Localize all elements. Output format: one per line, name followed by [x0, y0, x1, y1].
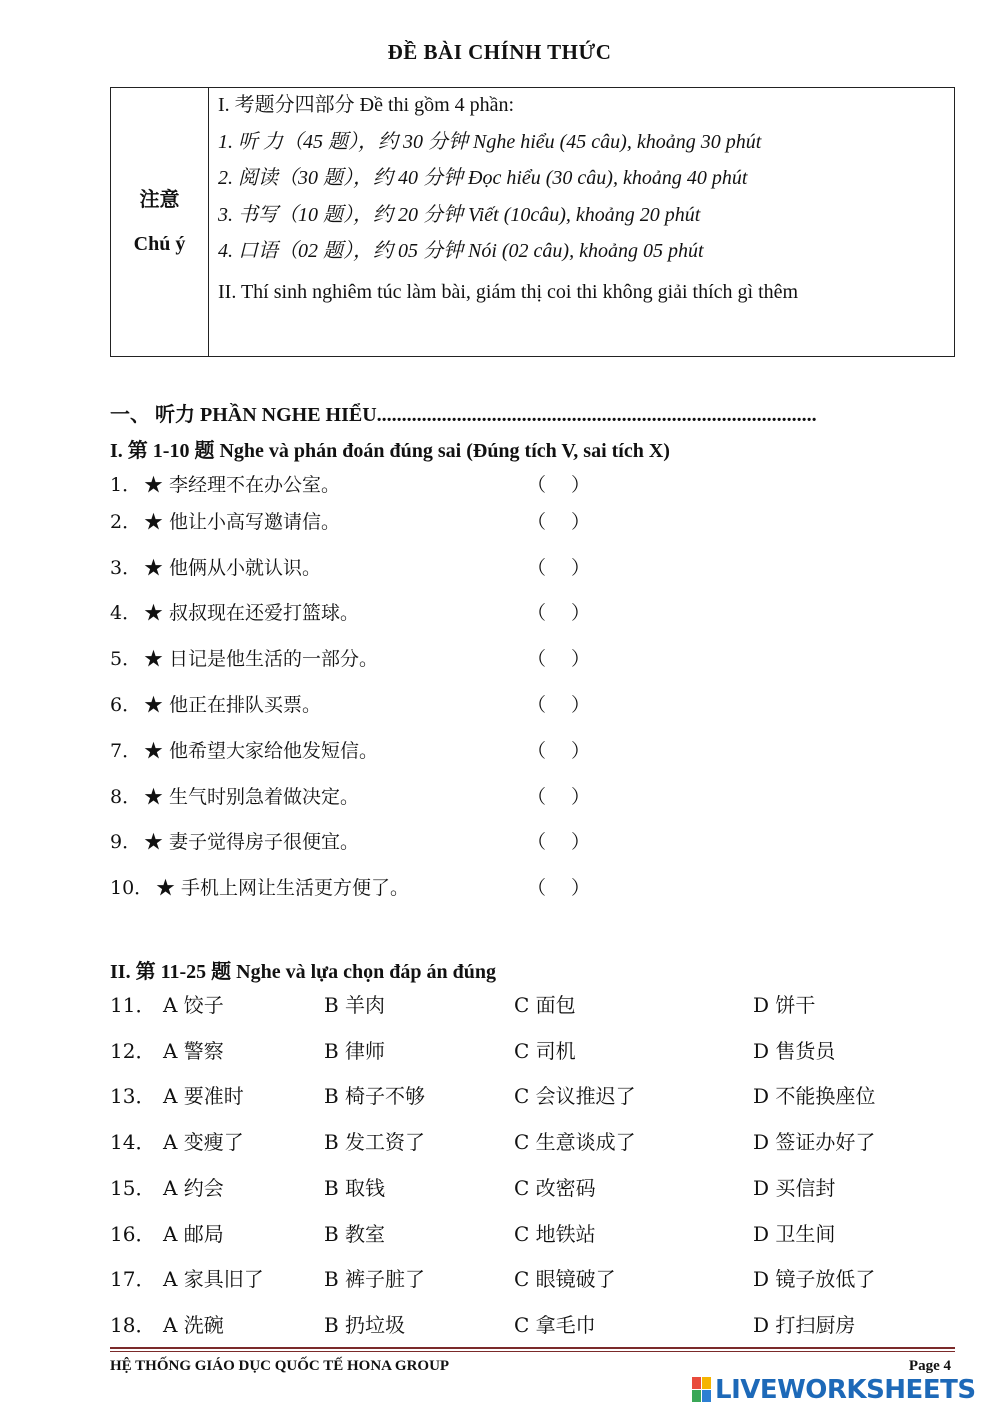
tf-question — [110, 507, 710, 537]
option-d[interactable]: D 打扫厨房 — [753, 1313, 856, 1337]
option-d[interactable]: D 不能换座位 — [753, 1084, 876, 1108]
option-b[interactable]: B 椅子不够 — [324, 1084, 426, 1108]
tf-question — [110, 873, 710, 903]
notice-label-vi: Chú ý — [133, 233, 186, 255]
option-b[interactable]: B 发工资了 — [324, 1130, 426, 1154]
question-text: ★ 妻子觉得房子很便宜。 — [144, 831, 360, 853]
answer-blank[interactable]: （ ） — [527, 831, 591, 853]
question-number: 9． — [110, 831, 142, 853]
answer-blank[interactable]: （ ） — [527, 877, 591, 899]
option-a[interactable]: A 洗碗 — [163, 1313, 224, 1337]
mc-question — [110, 1080, 910, 1110]
option-c[interactable]: C 生意谈成了 — [514, 1130, 636, 1154]
question-number: 6． — [110, 694, 142, 716]
option-c[interactable]: C 地铁站 — [514, 1222, 596, 1246]
option-a[interactable]: A 饺子 — [163, 993, 224, 1017]
part1-title: I. 第 1-10 题 Nghe và phán đoán đúng sai (Đúng tích V, sai tích X) — [110, 440, 670, 462]
notice-line-rule: II. Thí sinh nghiêm túc làm bài, giám thị coi thi không giải thích gì thêm — [218, 280, 799, 303]
option-a[interactable]: A 变瘦了 — [163, 1130, 244, 1154]
answer-blank[interactable]: （ ） — [527, 694, 591, 716]
mc-question — [110, 1309, 910, 1339]
liveworksheets-logo[interactable] — [692, 1374, 992, 1406]
notice-item: 2. 阅读（30 题），约 40 分钟 Đọc hiểu (30 câu), khoảng 40 phút — [218, 167, 748, 189]
question-text: ★ 他让小高写邀请信。 — [144, 511, 341, 533]
option-c[interactable]: C 会议推迟了 — [514, 1084, 636, 1108]
question-text: ★ 手机上网让生活更方便了。 — [156, 877, 410, 899]
notice-item: 1. 听 力（45 题），约 30 分钟 Nghe hiểu (45 câu), khoảng 30 phút — [218, 130, 762, 153]
option-a[interactable]: A 邮局 — [163, 1222, 224, 1246]
tf-question — [110, 553, 710, 583]
mc-question — [110, 1218, 910, 1248]
footer-org: HỆ THỐNG GIÁO DỤC QUỐC TẾ HONA GROUP — [110, 1358, 450, 1374]
part2-title: II. 第 11-25 题 Nghe và lựa chọn đáp án đúng — [110, 961, 496, 983]
option-b[interactable]: B 扔垃圾 — [324, 1313, 406, 1337]
option-b[interactable]: B 裤子脏了 — [324, 1267, 426, 1291]
question-number: 1． — [110, 474, 142, 496]
option-d[interactable]: D 买信封 — [753, 1176, 836, 1200]
liveworksheets-wordmark: LIVEWORKSHEETS — [715, 1375, 976, 1405]
question-number: 3． — [110, 557, 142, 579]
tf-question — [110, 782, 710, 812]
question-text: ★ 他正在排队买票。 — [144, 694, 322, 716]
option-d[interactable]: D 售货员 — [753, 1039, 836, 1063]
option-c[interactable]: C 眼镜破了 — [514, 1267, 616, 1291]
answer-blank[interactable]: （ ） — [527, 602, 591, 624]
mc-question — [110, 1126, 910, 1156]
question-number: 5． — [110, 648, 142, 670]
answer-blank[interactable]: （ ） — [527, 740, 591, 762]
notice-label — [111, 88, 209, 356]
notice-line-intro: I. 考题分四部分 Đề thi gồm 4 phần: — [218, 94, 515, 116]
answer-blank[interactable]: （ ） — [527, 474, 591, 496]
notice-item: 3. 书写（10 题），约 20 分钟 Viết (10câu), khoảng 20 phút — [218, 203, 701, 226]
option-c[interactable]: C 面包 — [514, 993, 576, 1017]
question-text: ★ 日记是他生活的一部分。 — [144, 648, 379, 670]
question-number: 4． — [110, 602, 142, 624]
option-d[interactable]: D 镜子放低了 — [753, 1267, 876, 1291]
notice-body — [209, 88, 798, 356]
tf-question — [110, 598, 710, 628]
notice-box — [110, 87, 955, 357]
section-title: 一、 听力 PHẦN NGHE HIỂU........................................................................................ — [110, 404, 817, 426]
question-text: ★ 叔叔现在还爱打篮球。 — [144, 602, 360, 624]
tf-question — [110, 644, 710, 674]
option-a[interactable]: A 要准时 — [163, 1084, 244, 1108]
option-d[interactable]: D 签证办好了 — [753, 1130, 876, 1154]
mc-question — [110, 1172, 910, 1202]
question-number: 14． — [110, 1130, 156, 1154]
option-b[interactable]: B 取钱 — [324, 1176, 386, 1200]
mc-question — [110, 1035, 910, 1065]
option-b[interactable]: B 羊肉 — [324, 993, 386, 1017]
answer-blank[interactable]: （ ） — [527, 648, 591, 670]
question-text: ★ 李经理不在办公室。 — [144, 474, 341, 496]
liveworksheets-icon — [692, 1377, 712, 1403]
question-text: ★ 他希望大家给他发短信。 — [144, 740, 379, 762]
option-c[interactable]: C 改密码 — [514, 1176, 596, 1200]
option-d[interactable]: D 饼干 — [753, 993, 816, 1017]
answer-blank[interactable]: （ ） — [527, 786, 591, 808]
option-a[interactable]: A 约会 — [163, 1176, 224, 1200]
option-b[interactable]: B 律师 — [324, 1039, 386, 1063]
option-a[interactable]: A 警察 — [163, 1039, 224, 1063]
page-title: ĐỀ BÀI CHÍNH THỨC — [387, 40, 612, 64]
notice-item: 4. 口语（02 题），约 05 分钟 Nói (02 câu), khoảng 05 phút — [218, 240, 704, 262]
question-number: 17． — [110, 1267, 156, 1291]
question-number: 11． — [110, 993, 156, 1017]
tf-question — [110, 470, 710, 500]
question-number: 10． — [110, 877, 154, 899]
tf-question — [110, 690, 710, 720]
mc-question — [110, 989, 910, 1019]
tf-question — [110, 736, 710, 766]
question-number: 18． — [110, 1313, 156, 1337]
option-d[interactable]: D 卫生间 — [753, 1222, 836, 1246]
question-number: 7． — [110, 740, 142, 762]
tf-question — [110, 827, 710, 857]
mc-question — [110, 1263, 910, 1293]
question-number: 2． — [110, 511, 142, 533]
question-text: ★ 他俩从小就认识。 — [144, 557, 322, 579]
question-number: 15． — [110, 1176, 156, 1200]
answer-blank[interactable]: （ ） — [527, 511, 591, 533]
answer-blank[interactable]: （ ） — [527, 557, 591, 579]
question-number: 13． — [110, 1084, 156, 1108]
option-b[interactable]: B 教室 — [324, 1222, 386, 1246]
option-c[interactable]: C 司机 — [514, 1039, 576, 1063]
option-a[interactable]: A 家具旧了 — [163, 1267, 264, 1291]
question-number: 16． — [110, 1222, 156, 1246]
footer-divider — [110, 1347, 955, 1349]
option-c[interactable]: C 拿毛巾 — [514, 1313, 596, 1337]
question-number: 8． — [110, 786, 142, 808]
question-text: ★ 生气时别急着做决定。 — [144, 786, 360, 808]
notice-label-cn: 注意 — [139, 189, 180, 211]
footer-divider — [110, 1351, 955, 1352]
page-number: Page 4 — [908, 1358, 951, 1374]
question-number: 12． — [110, 1039, 156, 1063]
